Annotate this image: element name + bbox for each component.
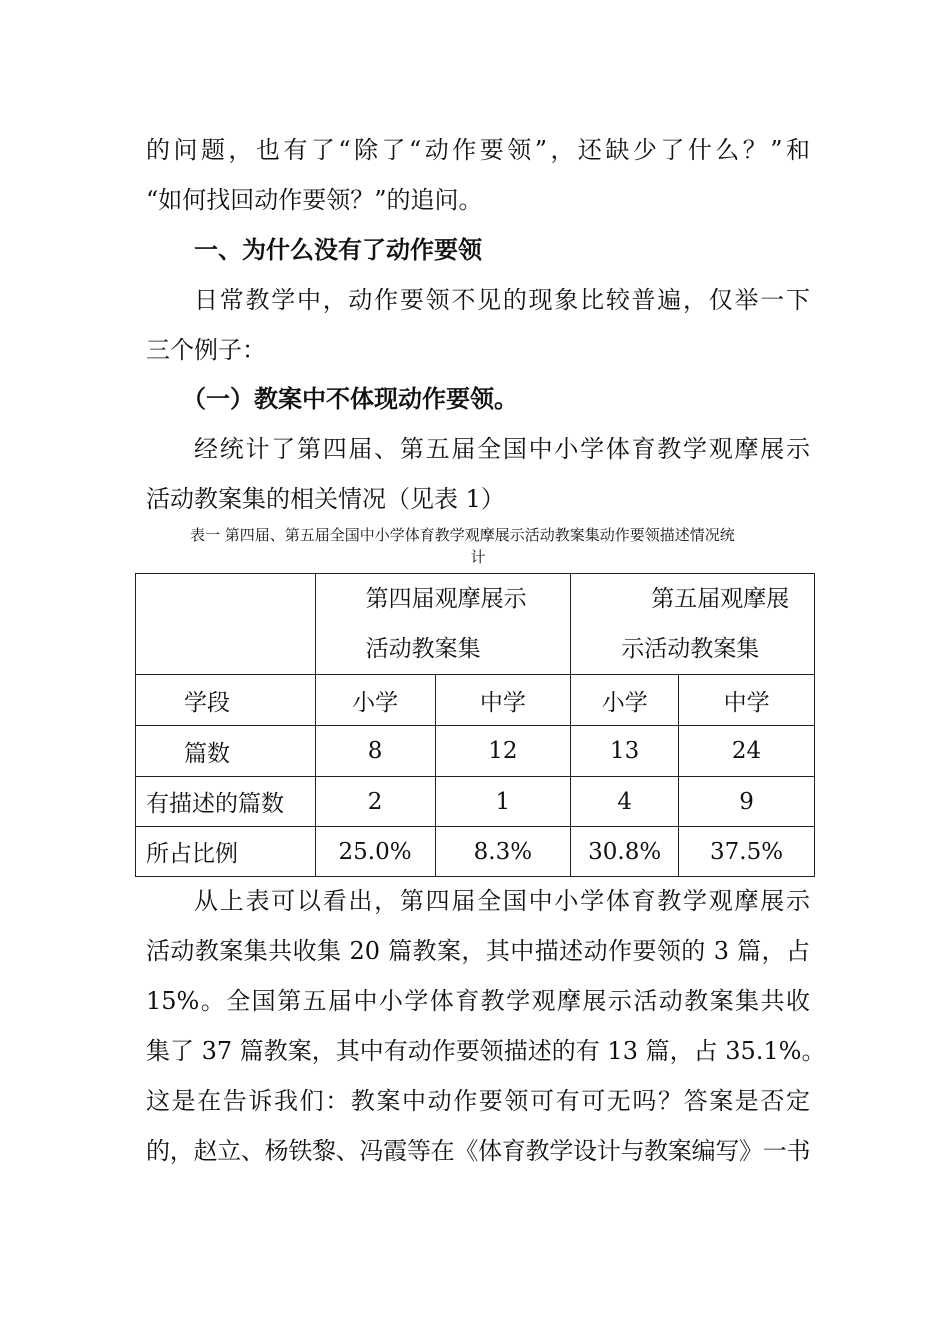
table-cell: 13 [571, 726, 679, 777]
text-line: 三个例子： [146, 336, 266, 364]
row-label: 篇数 [136, 726, 316, 777]
table-group-header [315, 574, 571, 675]
table-cell: 小学 [315, 675, 435, 726]
table-cell: 中学 [679, 675, 815, 726]
statistics-table [135, 573, 815, 877]
text-line: “如何找回动作要领？”的追问。 [146, 186, 483, 214]
group-header-line: 活动教案集 [365, 636, 481, 662]
text-line: 这是在告诉我们：教案中动作要领可有可无吗？答案是否定 [146, 1087, 810, 1115]
table-row [136, 675, 815, 726]
text-line: 活动教案集共收集 20 篇教案，其中描述动作要领的 3 篇，占 [146, 937, 810, 965]
row-label: 所占比例 [136, 827, 316, 877]
table-cell: 中学 [435, 675, 571, 726]
group-header-line: 第五届观摩展 [651, 586, 790, 612]
table-cell: 2 [315, 777, 435, 827]
text-line: 活动教案集的相关情况（见表 1） [146, 485, 505, 513]
table-cell: 9 [679, 777, 815, 827]
table-cell: 1 [435, 777, 571, 827]
row-label: 学段 [136, 675, 316, 726]
table-caption: 表一 第四届、第五届全国中小学体育教学观摩展示活动教案集动作要领描述情况统 [190, 526, 735, 544]
table-row [136, 777, 815, 827]
table-cell: 25.0% [315, 827, 435, 877]
row-label: 有描述的篇数 [136, 777, 316, 827]
table-cell: 30.8% [571, 827, 679, 877]
table-cell: 37.5% [679, 827, 815, 877]
section-heading: 一、为什么没有了动作要领 [194, 236, 482, 264]
table-corner-cell [136, 574, 316, 675]
group-header-line: 示活动教案集 [621, 636, 760, 662]
text-line: 从上表可以看出，第四届全国中小学体育教学观摩展示 [194, 887, 810, 915]
subsection-heading: （一）教案中不体现动作要领。 [182, 385, 518, 413]
table-caption-continued: 计 [470, 548, 486, 566]
text-line: 经统计了第四届、第五届全国中小学体育教学观摩展示 [194, 435, 810, 463]
table-cell: 8 [315, 726, 435, 777]
text-line: 的，赵立、杨铁黎、冯霞等在《体育教学设计与教案编写》一书 [146, 1137, 810, 1165]
table-cell: 小学 [571, 675, 679, 726]
table-cell: 12 [435, 726, 571, 777]
text-line: 集了 37 篇教案，其中有动作要领描述的有 13 篇，占 35.1%。 [146, 1037, 826, 1065]
table-group-header [571, 574, 815, 675]
table-cell: 8.3% [435, 827, 571, 877]
table-cell: 24 [679, 726, 815, 777]
table-cell: 4 [571, 777, 679, 827]
table-row [136, 827, 815, 877]
text-line: 15%。全国第五届中小学体育教学观摩展示活动教案集共收 [146, 987, 810, 1015]
text-line: 的问题，也有了“除了“动作要领”，还缺少了什么？”和 [146, 136, 810, 164]
table-header-row [136, 574, 815, 675]
text-line: 日常教学中，动作要领不见的现象比较普遍，仅举一下 [194, 286, 810, 314]
table-row [136, 726, 815, 777]
group-header-line: 第四届观摩展示 [365, 586, 527, 612]
